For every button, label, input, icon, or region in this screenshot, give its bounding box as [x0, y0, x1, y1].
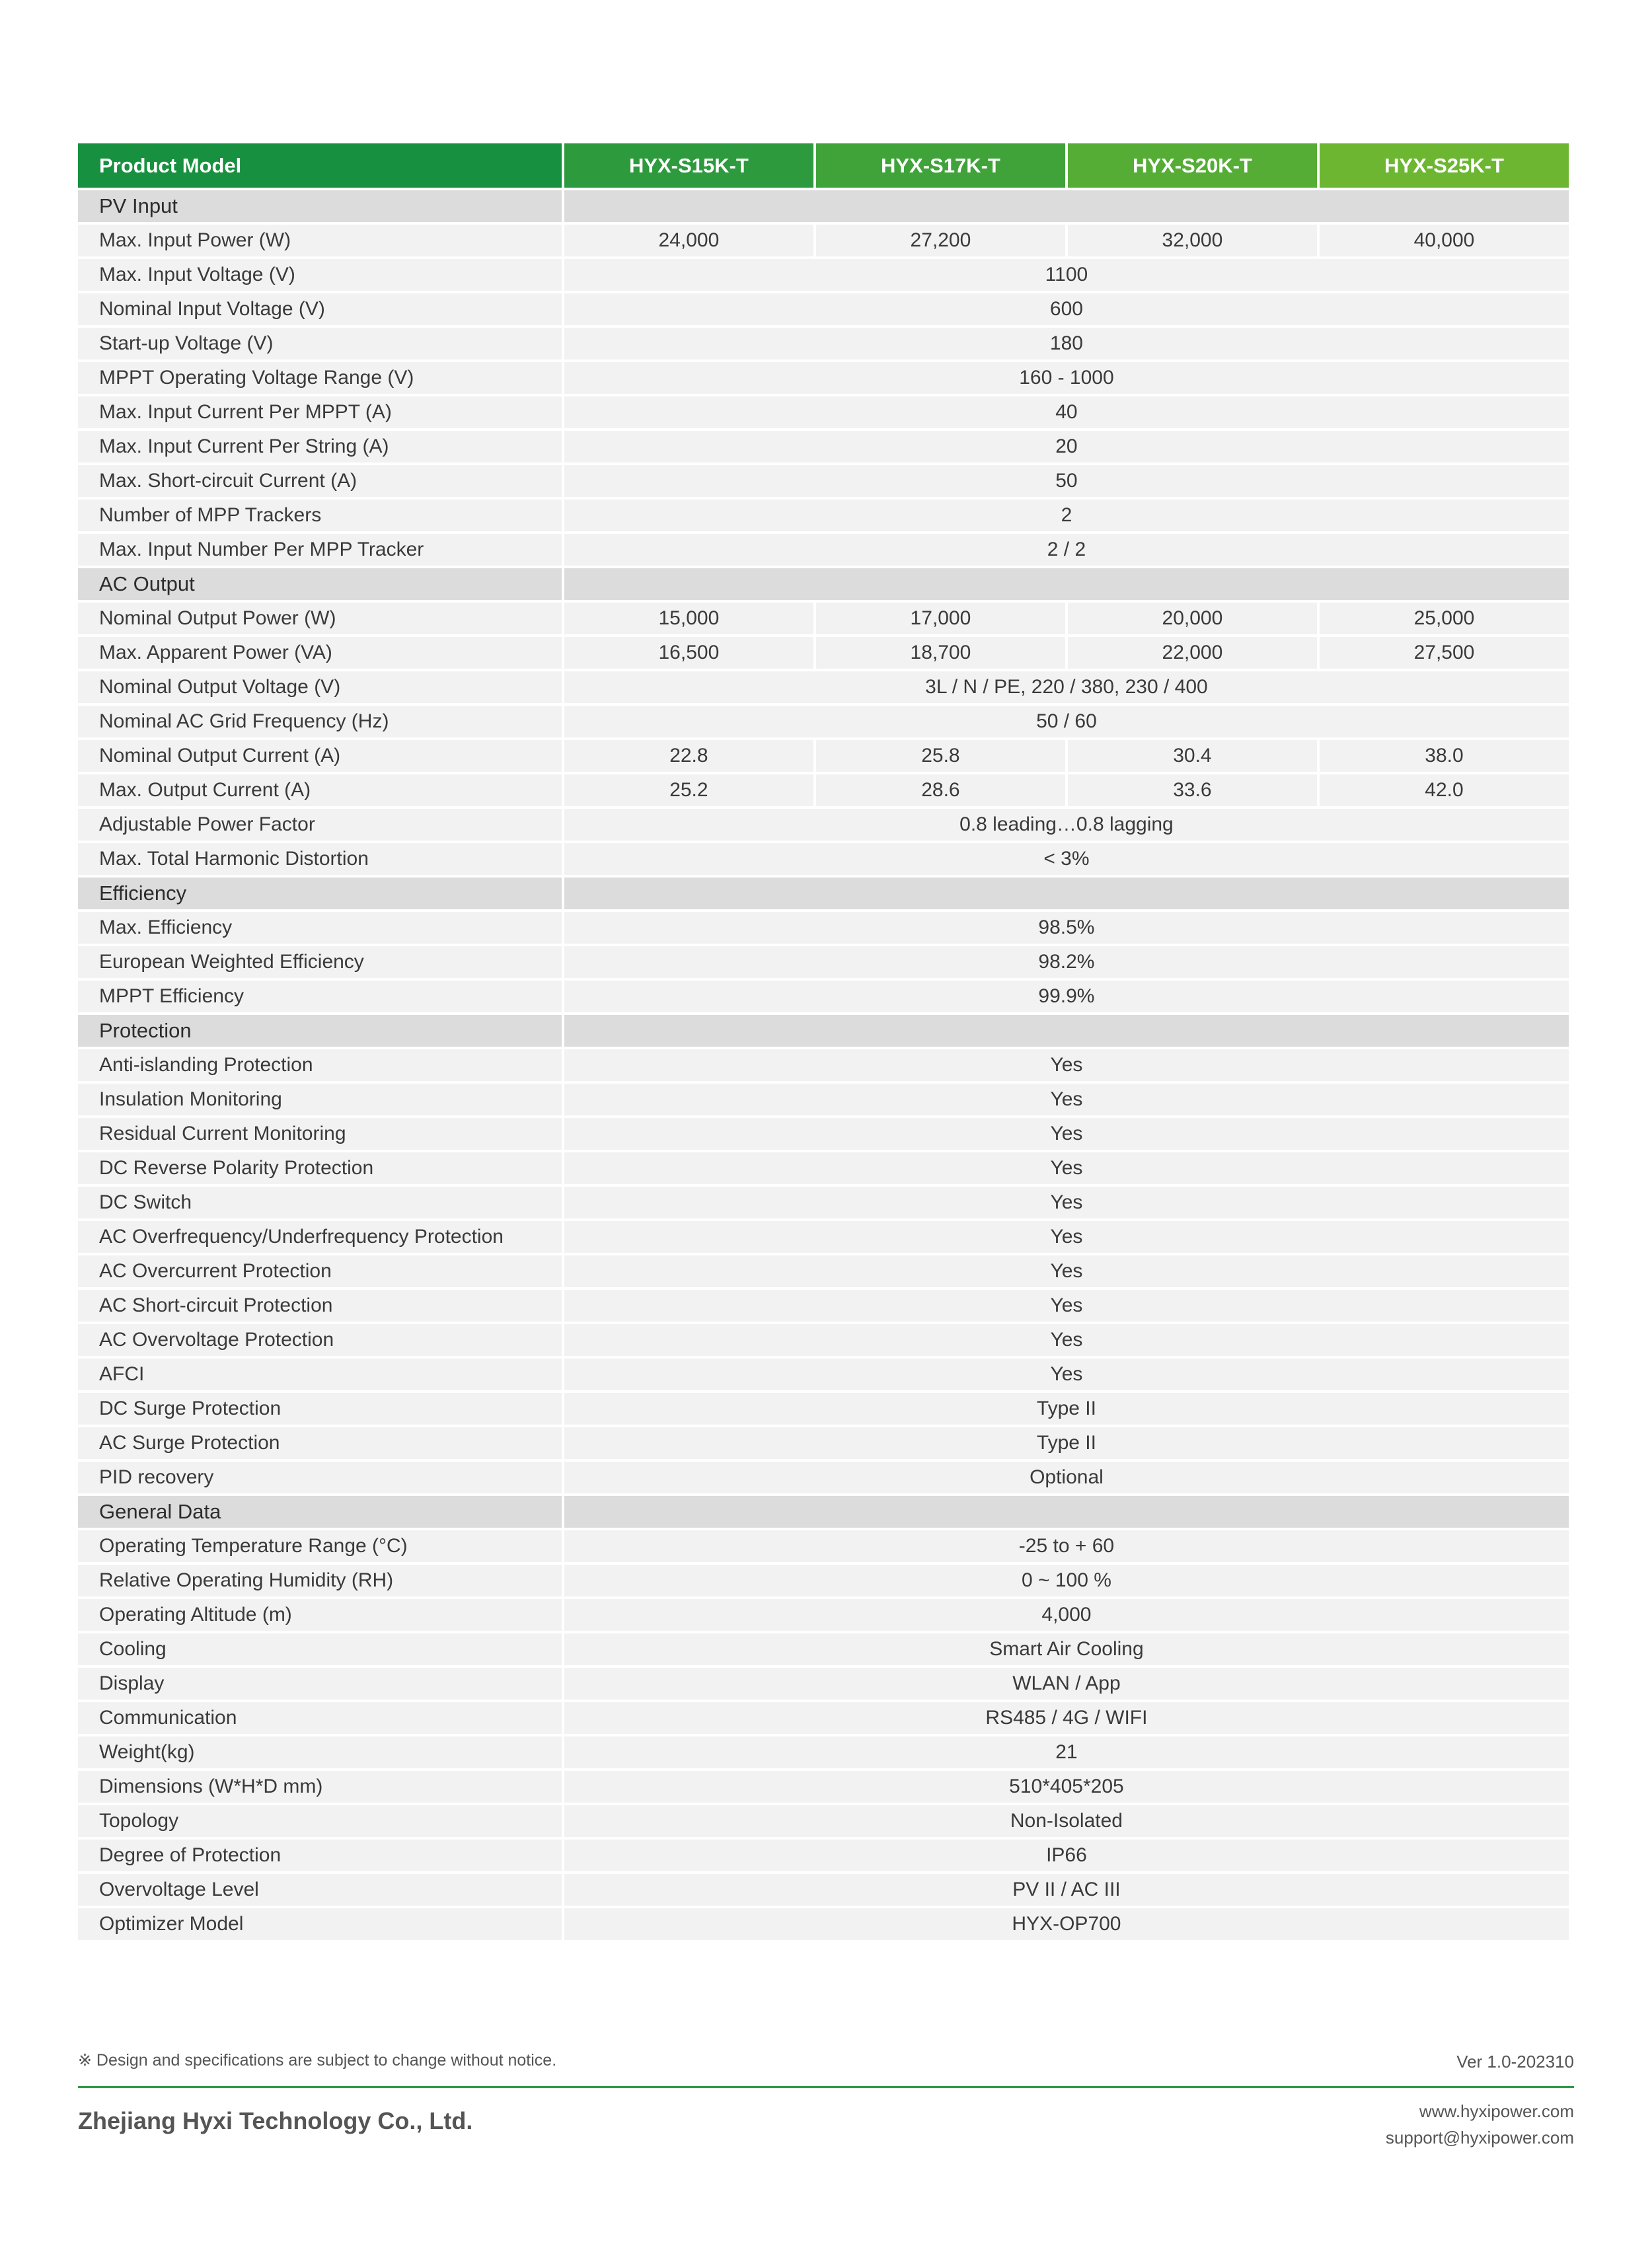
spec-label: Display [78, 1668, 562, 1700]
spec-label: Max. Apparent Power (VA) [78, 637, 562, 669]
spec-label: AC Short-circuit Protection [78, 1290, 562, 1322]
spec-row [78, 981, 1569, 1012]
spec-row [78, 774, 1569, 806]
spec-row [78, 1221, 1569, 1253]
spec-row [78, 1324, 1569, 1356]
spec-label: European Weighted Efficiency [78, 946, 562, 978]
spec-value: 25.2 [564, 774, 813, 806]
spec-label: AFCI [78, 1359, 562, 1390]
spec-value: 180 [564, 328, 1569, 359]
spec-value: 32,000 [1068, 225, 1317, 256]
spec-row [78, 809, 1569, 841]
spec-value: 50 [564, 465, 1569, 497]
spec-label: Topology [78, 1805, 562, 1837]
spec-label: Max. Input Current Per MPPT (A) [78, 396, 562, 428]
spec-label: Max. Output Current (A) [78, 774, 562, 806]
spec-value: 25,000 [1320, 603, 1569, 634]
spec-value: Yes [564, 1049, 1569, 1081]
spec-row [78, 1840, 1569, 1871]
spec-value: 4,000 [564, 1599, 1569, 1631]
version-label: Ver 1.0-202310 [1456, 2052, 1574, 2072]
spec-label: Nominal Output Power (W) [78, 603, 562, 634]
spec-value: 16,500 [564, 637, 813, 669]
spec-row [78, 1255, 1569, 1287]
spec-value: 22.8 [564, 740, 813, 772]
header-model-3: HYX-S20K-T [1068, 143, 1317, 188]
spec-label: Dimensions (W*H*D mm) [78, 1771, 562, 1803]
spec-value: 17,000 [816, 603, 1065, 634]
spec-label: Relative Operating Humidity (RH) [78, 1565, 562, 1596]
spec-row [78, 396, 1569, 428]
spec-value: 40,000 [1320, 225, 1569, 256]
spec-row [78, 1771, 1569, 1803]
spec-label: Max. Total Harmonic Distortion [78, 843, 562, 875]
spec-label: Max. Efficiency [78, 912, 562, 944]
spec-label: Max. Input Power (W) [78, 225, 562, 256]
spec-label: AC Overfrequency/Underfrequency Protection [78, 1221, 562, 1253]
spec-value: 33.6 [1068, 774, 1317, 806]
spec-row [78, 259, 1569, 291]
spec-label: Max. Short-circuit Current (A) [78, 465, 562, 497]
website-link[interactable]: www.hyxipower.com [1419, 2101, 1574, 2121]
spec-row [78, 1427, 1569, 1459]
spec-value: 27,200 [816, 225, 1065, 256]
spec-value: 18,700 [816, 637, 1065, 669]
spec-value: 28.6 [816, 774, 1065, 806]
spec-row [78, 1187, 1569, 1218]
spec-value: WLAN / App [564, 1668, 1569, 1700]
section-spacer [564, 1015, 1569, 1047]
spec-label: Nominal Output Voltage (V) [78, 671, 562, 703]
spec-value: 600 [564, 293, 1569, 325]
spec-value: 99.9% [564, 981, 1569, 1012]
spec-value: 2 / 2 [564, 534, 1569, 566]
spec-row [78, 1462, 1569, 1493]
spec-value: 24,000 [564, 225, 813, 256]
spec-row [78, 1668, 1569, 1700]
spec-value: 50 / 60 [564, 706, 1569, 737]
contact-info [1386, 2098, 1574, 2151]
spec-row [78, 946, 1569, 978]
company-name: Zhejiang Hyxi Technology Co., Ltd. [78, 2107, 473, 2134]
section-header-row [78, 878, 1569, 909]
spec-row [78, 534, 1569, 566]
section-spacer [564, 190, 1569, 222]
spec-value: RS485 / 4G / WIFI [564, 1702, 1569, 1734]
spec-row [78, 1702, 1569, 1734]
support-email[interactable]: support@hyxipower.com [1385, 2128, 1574, 2148]
spec-label: Nominal Output Current (A) [78, 740, 562, 772]
spec-value: Yes [564, 1187, 1569, 1218]
spec-value: -25 to + 60 [564, 1530, 1569, 1562]
spec-value: 15,000 [564, 603, 813, 634]
spec-value: Yes [564, 1152, 1569, 1184]
spec-row [78, 225, 1569, 256]
spec-label: Insulation Monitoring [78, 1084, 562, 1115]
spec-value: 30.4 [1068, 740, 1317, 772]
spec-value: 20,000 [1068, 603, 1317, 634]
spec-value: Yes [564, 1084, 1569, 1115]
spec-row [78, 1633, 1569, 1665]
spec-row [78, 740, 1569, 772]
section-header-row [78, 190, 1569, 222]
spec-label: Anti-islanding Protection [78, 1049, 562, 1081]
spec-value: 98.5% [564, 912, 1569, 944]
spec-row [78, 1805, 1569, 1837]
spec-row [78, 1530, 1569, 1562]
spec-label: Residual Current Monitoring [78, 1118, 562, 1150]
spec-label: AC Surge Protection [78, 1427, 562, 1459]
header-row [78, 143, 1569, 188]
spec-row [78, 671, 1569, 703]
spec-row [78, 1874, 1569, 1906]
spec-value: 510*405*205 [564, 1771, 1569, 1803]
spec-value: Yes [564, 1221, 1569, 1253]
spec-value: Smart Air Cooling [564, 1633, 1569, 1665]
spec-row [78, 1393, 1569, 1425]
section-header-row [78, 1015, 1569, 1047]
spec-value: 40 [564, 396, 1569, 428]
spec-row [78, 431, 1569, 463]
spec-label: MPPT Efficiency [78, 981, 562, 1012]
spec-value: Yes [564, 1255, 1569, 1287]
spec-table [75, 141, 1571, 1943]
spec-row [78, 912, 1569, 944]
spec-label: Overvoltage Level [78, 1874, 562, 1906]
spec-value: 1100 [564, 259, 1569, 291]
header-model-2: HYX-S17K-T [816, 143, 1065, 188]
spec-label: MPPT Operating Voltage Range (V) [78, 362, 562, 394]
spec-label: Optimizer Model [78, 1908, 562, 1940]
footer-divider [78, 2086, 1574, 2088]
spec-value: 98.2% [564, 946, 1569, 978]
section-spacer [564, 1496, 1569, 1528]
spec-value: Yes [564, 1324, 1569, 1356]
spec-value: Yes [564, 1290, 1569, 1322]
spec-row [78, 1565, 1569, 1596]
spec-value: Type II [564, 1427, 1569, 1459]
section-header-row [78, 1496, 1569, 1528]
section-spacer [564, 878, 1569, 909]
spec-value: HYX-OP700 [564, 1908, 1569, 1940]
spec-label: Max. Input Voltage (V) [78, 259, 562, 291]
spec-row [78, 1049, 1569, 1081]
spec-value: 2 [564, 500, 1569, 531]
spec-row [78, 1152, 1569, 1184]
section-title: AC Output [78, 568, 562, 600]
spec-label: Number of MPP Trackers [78, 500, 562, 531]
spec-value: Yes [564, 1359, 1569, 1390]
spec-value: 22,000 [1068, 637, 1317, 669]
spec-value: 0 ~ 100 % [564, 1565, 1569, 1596]
spec-value: Non-Isolated [564, 1805, 1569, 1837]
section-header-row [78, 568, 1569, 600]
section-title: Protection [78, 1015, 562, 1047]
spec-row [78, 706, 1569, 737]
spec-label: Operating Altitude (m) [78, 1599, 562, 1631]
spec-label: Max. Input Current Per String (A) [78, 431, 562, 463]
section-spacer [564, 568, 1569, 600]
section-title: General Data [78, 1496, 562, 1528]
spec-value: 42.0 [1320, 774, 1569, 806]
spec-value: PV II / AC III [564, 1874, 1569, 1906]
spec-label: Cooling [78, 1633, 562, 1665]
spec-label: AC Overvoltage Protection [78, 1324, 562, 1356]
spec-row [78, 843, 1569, 875]
spec-value: Yes [564, 1118, 1569, 1150]
spec-label: Weight(kg) [78, 1737, 562, 1768]
spec-row [78, 1737, 1569, 1768]
spec-value: 3L / N / PE, 220 / 380, 230 / 400 [564, 671, 1569, 703]
spec-value: 0.8 leading…0.8 lagging [564, 809, 1569, 841]
section-title: Efficiency [78, 878, 562, 909]
spec-row [78, 1908, 1569, 1940]
disclaimer-note: ※ Design and specifications are subject to change without notice. [78, 2051, 557, 2070]
spec-label: Operating Temperature Range (°C) [78, 1530, 562, 1562]
spec-label: Adjustable Power Factor [78, 809, 562, 841]
spec-row [78, 1359, 1569, 1390]
spec-row [78, 465, 1569, 497]
spec-label: Degree of Protection [78, 1840, 562, 1871]
spec-row [78, 603, 1569, 634]
spec-value: 27,500 [1320, 637, 1569, 669]
spec-label: PID recovery [78, 1462, 562, 1493]
spec-row [78, 362, 1569, 394]
spec-row [78, 500, 1569, 531]
spec-label: Start-up Voltage (V) [78, 328, 562, 359]
header-model-1: HYX-S15K-T [564, 143, 813, 188]
spec-row [78, 1084, 1569, 1115]
spec-label: DC Reverse Polarity Protection [78, 1152, 562, 1184]
spec-row [78, 637, 1569, 669]
spec-value: IP66 [564, 1840, 1569, 1871]
spec-row [78, 1118, 1569, 1150]
header-product-model: Product Model [78, 143, 562, 188]
spec-value: < 3% [564, 843, 1569, 875]
spec-value: 21 [564, 1737, 1569, 1768]
spec-label: DC Switch [78, 1187, 562, 1218]
spec-row [78, 1599, 1569, 1631]
spec-row [78, 328, 1569, 359]
spec-label: AC Overcurrent Protection [78, 1255, 562, 1287]
spec-value: 25.8 [816, 740, 1065, 772]
spec-label: Nominal Input Voltage (V) [78, 293, 562, 325]
spec-label: Max. Input Number Per MPP Tracker [78, 534, 562, 566]
spec-value: Optional [564, 1462, 1569, 1493]
spec-value: 20 [564, 431, 1569, 463]
spec-value: 38.0 [1320, 740, 1569, 772]
spec-value: 160 - 1000 [564, 362, 1569, 394]
spec-label: DC Surge Protection [78, 1393, 562, 1425]
spec-label: Communication [78, 1702, 562, 1734]
spec-label: Nominal AC Grid Frequency (Hz) [78, 706, 562, 737]
spec-row [78, 293, 1569, 325]
header-model-4: HYX-S25K-T [1320, 143, 1569, 188]
spec-value: Type II [564, 1393, 1569, 1425]
spec-row [78, 1290, 1569, 1322]
section-title: PV Input [78, 190, 562, 222]
